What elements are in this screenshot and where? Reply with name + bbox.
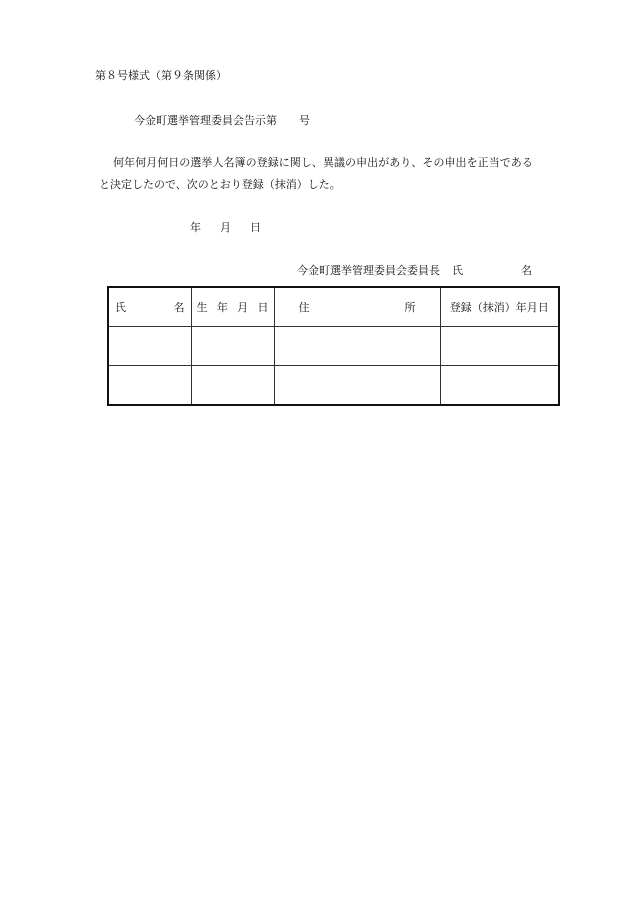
cell-birth-date [191,366,274,406]
signer-title: 今金町選挙管理委員会委員長 [297,264,440,277]
header-birth-char-2: 年 [216,301,228,314]
cell-address [274,327,440,366]
header-name [108,287,191,327]
date-line [190,221,261,235]
date-year: 年 [190,221,201,234]
header-birth-char-3: 月 [237,301,249,314]
header-name-char-2: 名 [173,301,185,314]
header-address-char-1: 住 [298,301,310,314]
header-name-char-1: 氏 [115,301,126,314]
header-birth-date [191,287,274,327]
header-registered-label: 登録（抹消）年月日 [449,301,549,314]
header-address [274,287,440,327]
cell-birth-date [191,327,274,366]
date-month: 月 [220,221,231,234]
signer-name-label-2: 名 [521,264,532,277]
form-label: 第８号様式（第９条関係） [95,69,227,82]
body-text-line-2: と決定したので、次のとおり登録（抹消）した。 [99,178,341,191]
header-registered-date [440,287,559,327]
header-address-char-2: 所 [404,301,416,314]
date-day: 日 [250,221,261,234]
cell-address [274,366,440,406]
table-row [108,327,559,366]
cell-name [108,366,191,406]
signer-line [297,264,532,278]
cell-registered-date [440,366,559,406]
register-table [107,286,560,406]
table-row [108,366,559,406]
header-birth-char-1: 生 [196,301,208,314]
table-header-row [108,287,559,327]
notice-title: 今金町選挙管理委員会告示第 号 [134,114,310,127]
cell-registered-date [440,327,559,366]
body-text-line-1: 何年何月何日の選挙人名簿の登録に関し、異議の申出があり、その申出を正当である [113,156,533,169]
header-birth-char-4: 日 [257,301,269,314]
signer-name-label-1: 氏 [452,264,463,277]
cell-name [108,327,191,366]
